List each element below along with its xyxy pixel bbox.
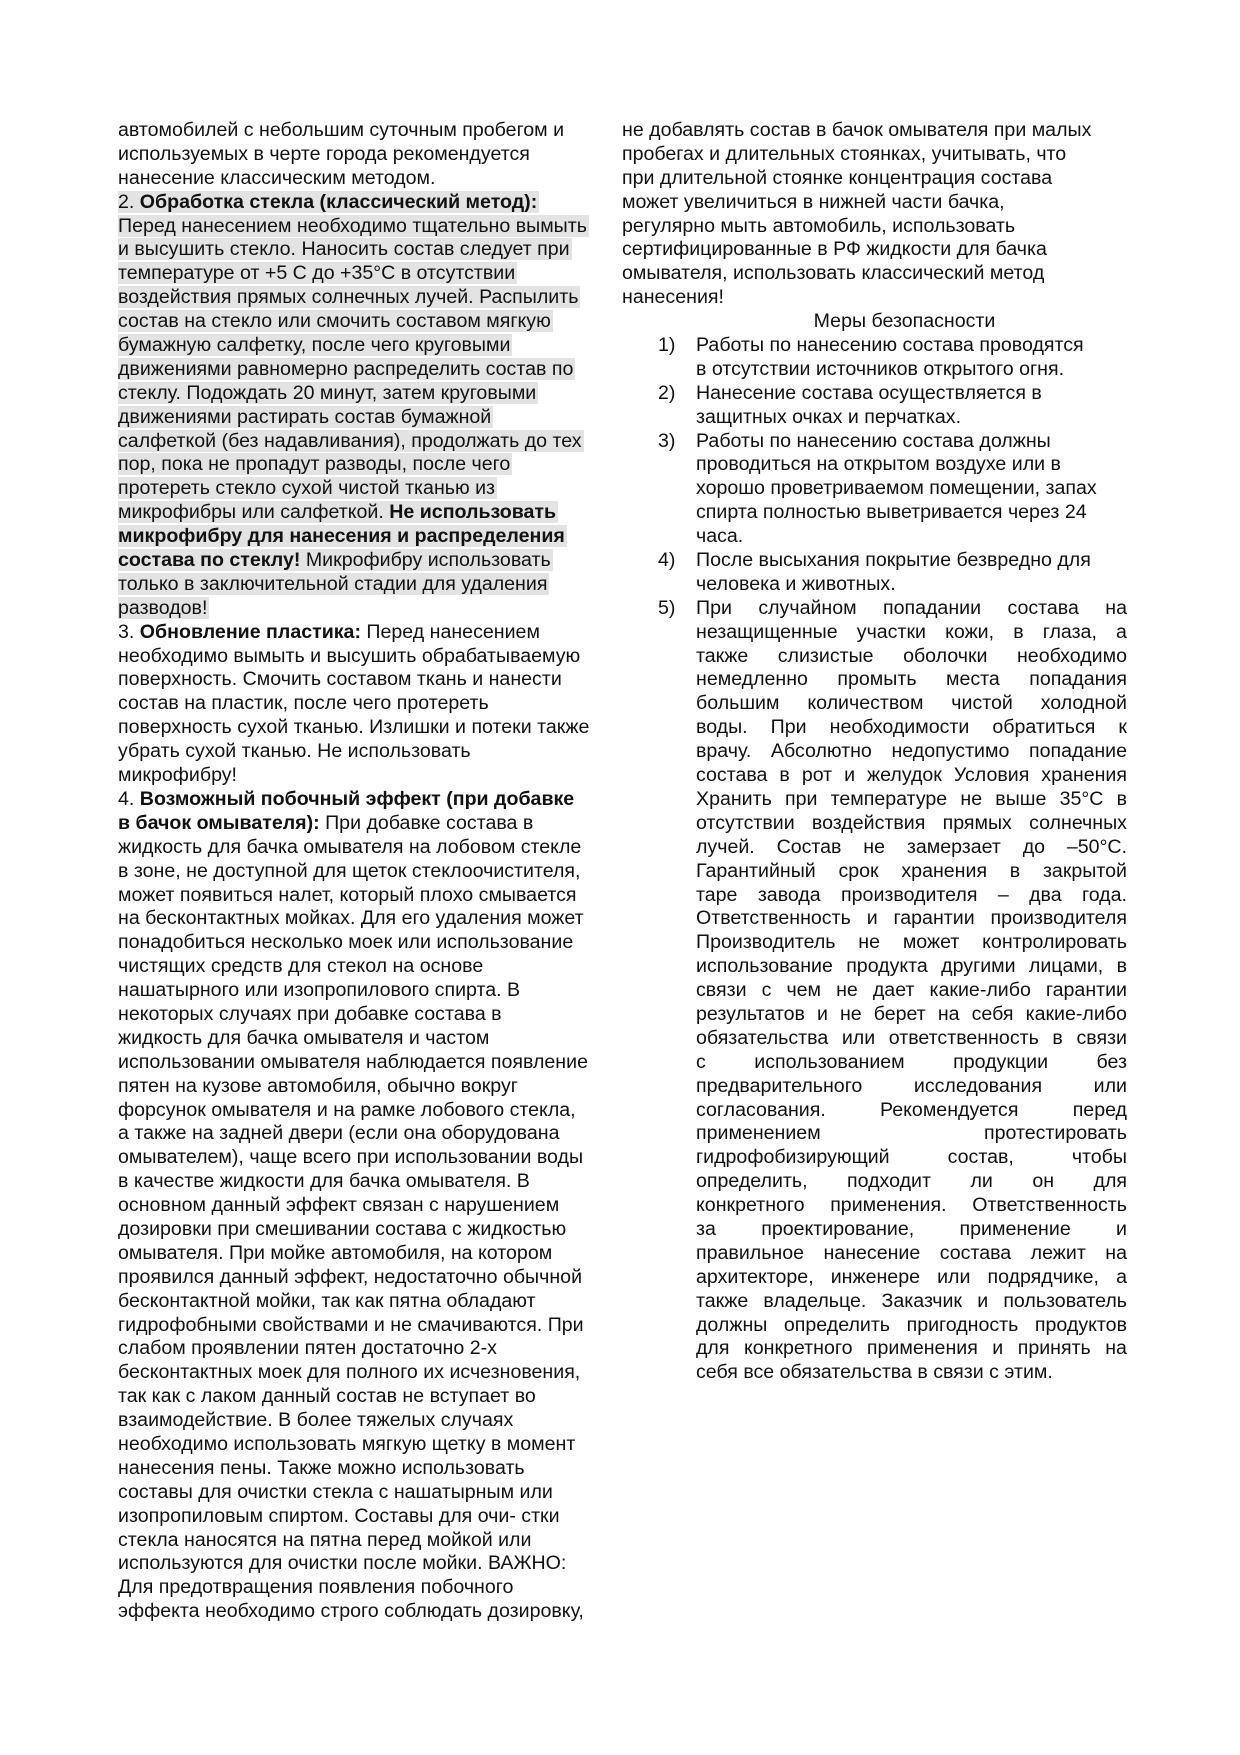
section-2-line: Микрофибру использовать	[300, 549, 551, 572]
safety-item-line: согласования. Рекомендуется перед	[696, 1098, 1127, 1121]
section-3-heading-line	[118, 621, 623, 645]
right-intro-line: при длительной стоянке концентрация состава	[622, 166, 1053, 189]
section-2-heading: Обработка стекла (классический метод):	[139, 190, 538, 213]
safety-item-text	[696, 597, 1127, 1385]
section-2-line: движениями равномерно распределить состав по	[118, 357, 574, 380]
safety-item-line: обязательства или ответственность в связи	[696, 1026, 1127, 1049]
section-4-line: нанесения пены. Также можно использовать	[118, 1456, 525, 1479]
safety-item-line: Работы по нанесению состава должны	[696, 429, 1051, 452]
right-intro-line: пробегах и длительных стоянках, учитывать, что	[622, 142, 1067, 165]
safety-item-line: человека и животных.	[696, 572, 896, 595]
safety-item-line: Хранить при температуре не выше 35°С в	[696, 787, 1127, 810]
right-intro-line: не добавлять состав в бачок омывателя при малых	[622, 119, 1092, 141]
safety-item-line: для конкретного применения и принять на	[696, 1337, 1127, 1360]
section-2-warning: микрофибру для нанесения и распределения	[118, 525, 565, 548]
safety-item-line: лучей. Состав не замерзает до –50°С.	[696, 835, 1127, 858]
safety-item-line: также владельце. Заказчик и пользователь	[696, 1289, 1127, 1312]
section-4-line: слабом проявлении пятен достаточно 2-х	[118, 1337, 497, 1360]
section-4-line: в зоне, не доступной для щеток стеклоочистителя,	[118, 859, 581, 882]
section-4-line: основном данный эффект связан с нарушением	[118, 1194, 560, 1217]
safety-item-line: Работы по нанесению состава проводятся	[696, 334, 1084, 357]
section-2-line: и высушить стекло. Наносить состав следует при	[118, 238, 570, 261]
safety-item-line: защитных очках и перчатках.	[696, 405, 962, 428]
section-4-line: использовании омывателя наблюдается появление	[118, 1050, 588, 1073]
section-2-line: стеклу. Подождать 20 минут, затем круговыми	[118, 381, 537, 404]
section-4-body	[118, 836, 623, 1624]
right-intro-line: нанесения!	[622, 286, 724, 309]
section-2-line: бумажную салфетку, после чего круговыми	[118, 334, 511, 357]
safety-item-line: Производитель не может контролировать	[696, 931, 1127, 954]
section-3-heading: Обновление пластика:	[139, 620, 361, 643]
safety-item-line: предварительного исследования или	[696, 1074, 1127, 1097]
section-4-line: При добавке состава в	[319, 811, 534, 834]
safety-item-line: хорошо проветриваемом помещении, запах	[696, 477, 1097, 500]
safety-item-text	[696, 334, 1127, 382]
safety-item-line: незащищенные участки кожи, в глаза, а	[696, 620, 1127, 643]
section-2-line: салфеткой (без надавливания), продолжать до тех	[118, 429, 582, 452]
safety-item-line: использование продукта другими лицами, в	[696, 955, 1127, 978]
section-4-line: составы для очистки стекла с нашатырным или	[118, 1480, 553, 1503]
section-4-line: стекла наносятся на пятна перед мойкой или	[118, 1528, 532, 1551]
section-4-line: пятен на кузове автомобиля, обычно вокруг	[118, 1074, 518, 1097]
section-2-line: Перед нанесением необходимо тщательно вымыть	[118, 214, 587, 237]
section-4-line: чистящих средств для стекол на основе	[118, 955, 484, 978]
safety-item-line: применением протестировать	[696, 1122, 1127, 1145]
section-2-line: протереть стекло сухой чистой тканью из	[118, 477, 496, 500]
safety-item-line: правильное нанесение состава лежит на	[696, 1241, 1127, 1264]
section-4-line: необходимо использовать мягкую щетку в момент	[118, 1432, 576, 1455]
section-4-line: жидкость для бачка омывателя на лобовом стекле	[118, 835, 582, 858]
section-4-line: изопропиловым спиртом. Составы для очи- стки	[118, 1504, 560, 1527]
section-2-line: температуре от +5 С до +35°С в отсутствии	[118, 262, 516, 285]
safety-item-number: 5)	[658, 596, 676, 619]
section-3-line: необходимо вымыть и высушить обрабатываемую	[118, 644, 581, 667]
section-4-line: Для предотвращения появления побочного	[118, 1576, 514, 1599]
safety-list-item	[622, 382, 1127, 430]
section-3-line: поверхность. Смочить составом ткань и нанести	[118, 668, 562, 691]
safety-item-line: конкретного применения. Ответственность	[696, 1194, 1127, 1217]
section-4-line: омывателем), чаще всего при использовании воды	[118, 1146, 584, 1169]
safety-list-item	[622, 334, 1127, 382]
safety-item-number: 4)	[658, 549, 676, 572]
section-4-line: так как с лаком данный состав не вступает во	[118, 1385, 536, 1408]
section-4-line: в качестве жидкости для бачка омывателя. В	[118, 1170, 530, 1193]
safety-item-line: немедленно промыть места попадания	[696, 668, 1127, 691]
section-4-line: бесконтактных моек для полного их исчезновения,	[118, 1361, 581, 1384]
section-4-line: эффекта необходимо строго соблюдать дозировку,	[118, 1600, 584, 1623]
section-4-heading-line	[118, 788, 623, 812]
section-4-line: омывателя. При мойке автомобиля, на котором	[118, 1241, 553, 1264]
safety-item-line: связи с чем не дает какие-либо гарантии	[696, 979, 1127, 1002]
safety-item-number: 2)	[658, 381, 676, 404]
safety-item-line: в отсутствии источников открытого огня.	[696, 357, 1065, 380]
safety-item-number: 1)	[658, 334, 676, 357]
section-3-line: состав на пластик, после чего протереть	[118, 692, 489, 715]
safety-item-line: Нанесение состава осуществляется в	[696, 381, 1042, 404]
safety-item-line: должны определить пригодность продуктов	[696, 1313, 1127, 1336]
section-4-line: форсунок омывателя и на рамке лобового стекла,	[118, 1098, 576, 1121]
section-2-heading-line	[118, 191, 623, 215]
section-4-line: некоторых случаях при добавке состава в	[118, 1002, 502, 1025]
section-4-number: 4.	[118, 787, 135, 810]
safety-title: Меры безопасности	[813, 310, 996, 333]
section-2-line: только в заключительной стадии для удаления	[118, 572, 548, 595]
left-intro-line: нанесение классическим методом.	[118, 166, 436, 189]
safety-item-text	[696, 430, 1127, 549]
section-4-line: на бесконтактных мойках. Для его удаления может	[118, 907, 584, 930]
section-4-line: используются для очистки после мойки. ВАЖНО:	[118, 1552, 567, 1575]
section-2-line: пор, пока не пропадут разводы, после чего	[118, 453, 511, 476]
section-2-warning: состава по стеклу!	[118, 549, 301, 572]
section-2-warning: Не использовать	[389, 501, 557, 524]
left-intro-line: используемых в черте города рекомендуется	[118, 142, 530, 165]
safety-item-line: также слизистые оболочки необходимо	[696, 644, 1127, 667]
section-4-heading: Возможный побочный эффект (при добавке	[139, 787, 575, 810]
safety-item-line: таре завода производителя – два года.	[696, 883, 1127, 906]
safety-item-line: определить, подходит ли он для	[696, 1170, 1127, 1193]
safety-item-line: Ответственность и гарантии производителя	[696, 907, 1127, 930]
section-4-line: бесконтактной мойки, так как пятна обладают	[118, 1289, 536, 1312]
section-4-line: а также на задней двери (если она оборудована	[118, 1122, 560, 1145]
safety-item-line: гидрофобизирующий состав, чтобы	[696, 1146, 1127, 1169]
section-4-line: взаимодействие. В более тяжелых случаях	[118, 1409, 514, 1432]
safety-item-text	[696, 549, 1127, 597]
section-3-number: 3.	[118, 620, 135, 643]
right-column	[622, 119, 1127, 1385]
section-2-number: 2.	[118, 190, 135, 213]
safety-item-line: себя все обязательства в связи с этим.	[696, 1361, 1053, 1384]
right-intro	[622, 119, 1127, 310]
section-4-line: жидкость для бачка омывателя и частом	[118, 1026, 490, 1049]
left-intro-line: автомобилей с небольшим суточным пробегом и	[118, 119, 565, 141]
section-3-line: убрать сухой тканью. Не использовать	[118, 740, 471, 763]
section-2-line: движениями растирать состав бумажной	[118, 405, 492, 428]
safety-list-item	[622, 597, 1127, 1385]
safety-item-line: После высыхания покрытие безвредно для	[696, 549, 1091, 572]
section-3-line: поверхность сухой тканью. Излишки и потеки также	[118, 716, 590, 739]
safety-item-line: архитекторе, инженере или подрядчике, а	[696, 1265, 1127, 1288]
section-2-line: микрофибры или салфеткой.	[118, 501, 390, 524]
section-4-line: дозировки при смешивании состава с жидкостью	[118, 1217, 567, 1240]
safety-item-text	[696, 382, 1127, 430]
safety-list-item	[622, 549, 1127, 597]
section-2-line: разводов!	[118, 596, 208, 619]
safety-list	[622, 334, 1127, 1385]
safety-item-line: за проектирование, применение и	[696, 1217, 1127, 1240]
section-3-line: микрофибру!	[118, 764, 237, 787]
safety-item-line: с использованием продукции без	[696, 1050, 1127, 1073]
section-2-line: состав на стекло или смочить составом мягкую	[118, 310, 551, 333]
safety-item-line: проводиться на открытом воздухе или в	[696, 453, 1061, 476]
right-intro-line: может увеличиться в нижней части бачка,	[622, 190, 1005, 213]
safety-item-line: результатов и не берет на себя какие-либо	[696, 1002, 1127, 1025]
safety-item-line: врачу. Абсолютно недопустимо попадание	[696, 740, 1127, 763]
safety-item-line: При случайном попадании состава на	[696, 596, 1127, 619]
section-4-line: гидрофобными свойствами и не смачиваются. При	[118, 1313, 584, 1336]
safety-item-number: 3)	[658, 429, 676, 452]
right-intro-line: сертифицированные в РФ жидкости для бачка	[622, 238, 1047, 261]
section-3-line: Перед нанесением	[360, 620, 540, 643]
section-4-line: понадобиться несколько моек или использование	[118, 931, 574, 954]
safety-item-line: отсутствии воздействия прямых солнечных	[696, 811, 1127, 834]
safety-item-line: состава в рот и желудок Условия хранения	[696, 764, 1127, 787]
right-intro-line: омывателя, использовать классический метод	[622, 262, 1045, 285]
safety-item-line: спирта полностью выветривается через 24	[696, 501, 1087, 524]
section-4-line: проявился данный эффект, недостаточно обычной	[118, 1265, 583, 1288]
left-column	[118, 119, 623, 1624]
section-4-heading: в бачок омывателя):	[118, 811, 320, 834]
section-2-line: воздействия прямых солнечных лучей. Распылить	[118, 286, 579, 309]
safety-list-item	[622, 430, 1127, 549]
safety-item-line: воды. При необходимости обратиться к	[696, 716, 1127, 739]
safety-item-line: большим количеством чистой холодной	[696, 692, 1127, 715]
section-4-line: нашатырного или изопропилового спирта. В	[118, 979, 521, 1002]
safety-item-line: Гарантийный срок хранения в закрытой	[696, 859, 1127, 882]
right-intro-line: регулярно мыть автомобиль, использовать	[622, 214, 1016, 237]
section-4-line: может появиться налет, который плохо смывается	[118, 883, 577, 906]
safety-item-line: часа.	[696, 525, 744, 548]
